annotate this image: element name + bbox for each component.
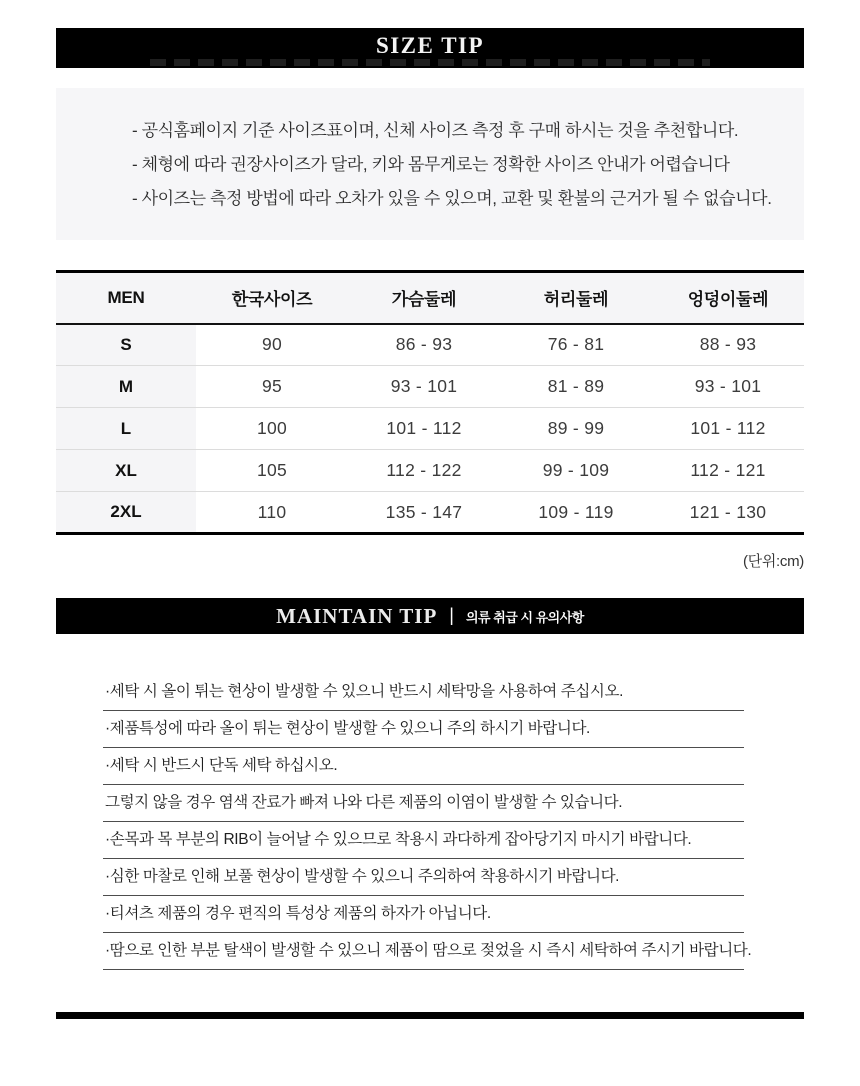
table-cell: 101 - 112 bbox=[348, 408, 500, 450]
table-cell: 101 - 112 bbox=[652, 408, 804, 450]
title-divider: | bbox=[449, 605, 454, 625]
notice-line: - 공식홈페이지 기준 사이즈표이며, 신체 사이즈 측정 후 구매 하시는 것을 추천합니다. bbox=[132, 120, 739, 140]
bottom-divider-bar bbox=[56, 1012, 804, 1019]
size-table-body bbox=[56, 324, 804, 534]
table-row bbox=[56, 366, 804, 408]
table-row bbox=[56, 450, 804, 492]
list-item: ·세탁 시 올이 튀는 현상이 발생할 수 있으니 반드시 세탁망을 사용하여 주십시오. bbox=[103, 674, 744, 711]
size-label: L bbox=[56, 408, 196, 450]
column-header-men: MEN bbox=[56, 272, 196, 324]
table-cell: 81 - 89 bbox=[500, 366, 652, 408]
maintain-tip-title: MAINTAIN TIP bbox=[276, 603, 438, 628]
unit-note: (단위:cm) bbox=[742, 553, 804, 570]
size-tip-header-bar bbox=[56, 28, 804, 68]
column-header-hip: 엉덩이둘레 bbox=[652, 272, 804, 324]
table-cell: 109 - 119 bbox=[538, 501, 614, 522]
notice-line: - 체형에 따라 권장사이즈가 달라, 키와 몸무게로는 정확한 사이즈 안내가 어렵습니다 bbox=[132, 154, 730, 174]
table-cell: 90 bbox=[196, 324, 348, 366]
size-notice-box bbox=[56, 88, 804, 240]
table-cell: 86 - 93 bbox=[348, 324, 500, 366]
size-label: M bbox=[56, 366, 196, 408]
list-item: ·손목과 목 부분의 RIB이 늘어날 수 있으므로 착용시 과다하게 잡아당기지 마시기 바랍니다. bbox=[103, 822, 744, 859]
table-row bbox=[56, 492, 804, 534]
table-cell: 100 bbox=[196, 408, 348, 450]
table-cell: 112 - 122 bbox=[348, 450, 500, 492]
product-detail-content bbox=[56, 28, 804, 1019]
table-cell: 110 bbox=[257, 501, 287, 522]
list-item: ·티셔츠 제품의 경우 편직의 특성상 제품의 하자가 아닙니다. bbox=[103, 896, 744, 933]
size-tip-title: SIZE TIP bbox=[375, 32, 485, 58]
column-header-korean-size: 한국사이즈 bbox=[196, 272, 348, 324]
table-cell: 93 - 101 bbox=[348, 366, 500, 408]
size-label: 2XL bbox=[56, 492, 196, 534]
table-cell: 121 - 130 bbox=[689, 501, 767, 522]
maintain-tip-header-bar bbox=[56, 598, 804, 634]
table-cell: 105 bbox=[196, 450, 348, 492]
size-label: XL bbox=[56, 450, 196, 492]
size-label: S bbox=[56, 324, 196, 366]
list-item: 그렇지 않을 경우 염색 잔료가 빠져 나와 다른 제품의 이염이 발생할 수 있습니다. bbox=[103, 785, 744, 822]
table-row bbox=[56, 324, 804, 366]
table-cell: 76 - 81 bbox=[500, 324, 652, 366]
table-cell: 93 - 101 bbox=[652, 366, 804, 408]
list-item: ·땀으로 인한 부분 탈색이 발생할 수 있으니 제품이 땀으로 젖었을 시 즉시 세탁하여 주시기 바랍니다. bbox=[103, 933, 744, 970]
table-cell: 95 bbox=[196, 366, 348, 408]
list-item: ·제품특성에 따라 올이 튀는 현상이 발생할 수 있으니 주의 하시기 바랍니다. bbox=[103, 711, 744, 748]
notice-line: - 사이즈는 측정 방법에 따라 오차가 있을 수 있으며, 교환 및 환불의 근거가 될 수 없습니다. bbox=[132, 188, 772, 208]
list-item: ·세탁 시 반드시 단독 세탁 하십시오. bbox=[103, 748, 744, 785]
column-header-waist: 허리둘레 bbox=[500, 272, 652, 324]
table-cell: 88 - 93 bbox=[652, 324, 804, 366]
table-cell: 89 - 99 bbox=[500, 408, 652, 450]
care-instruction-list bbox=[103, 674, 752, 970]
list-item: ·심한 마찰로 인해 보풀 현상이 발생할 수 있으니 주의하여 착용하시기 바랍니다. bbox=[103, 859, 744, 896]
size-chart-table bbox=[56, 270, 804, 535]
column-header-chest: 가슴둘레 bbox=[348, 272, 500, 324]
maintain-tip-subtitle: 의류 취급 시 유의사항 bbox=[465, 609, 584, 625]
table-header-row bbox=[56, 272, 804, 324]
table-row bbox=[56, 408, 804, 450]
table-cell: 135 - 147 bbox=[385, 501, 463, 522]
faint-subtitle-texture bbox=[150, 59, 710, 66]
table-cell: 99 - 109 bbox=[500, 450, 652, 492]
size-table-header bbox=[56, 272, 804, 324]
table-cell: 112 - 121 bbox=[652, 450, 804, 492]
